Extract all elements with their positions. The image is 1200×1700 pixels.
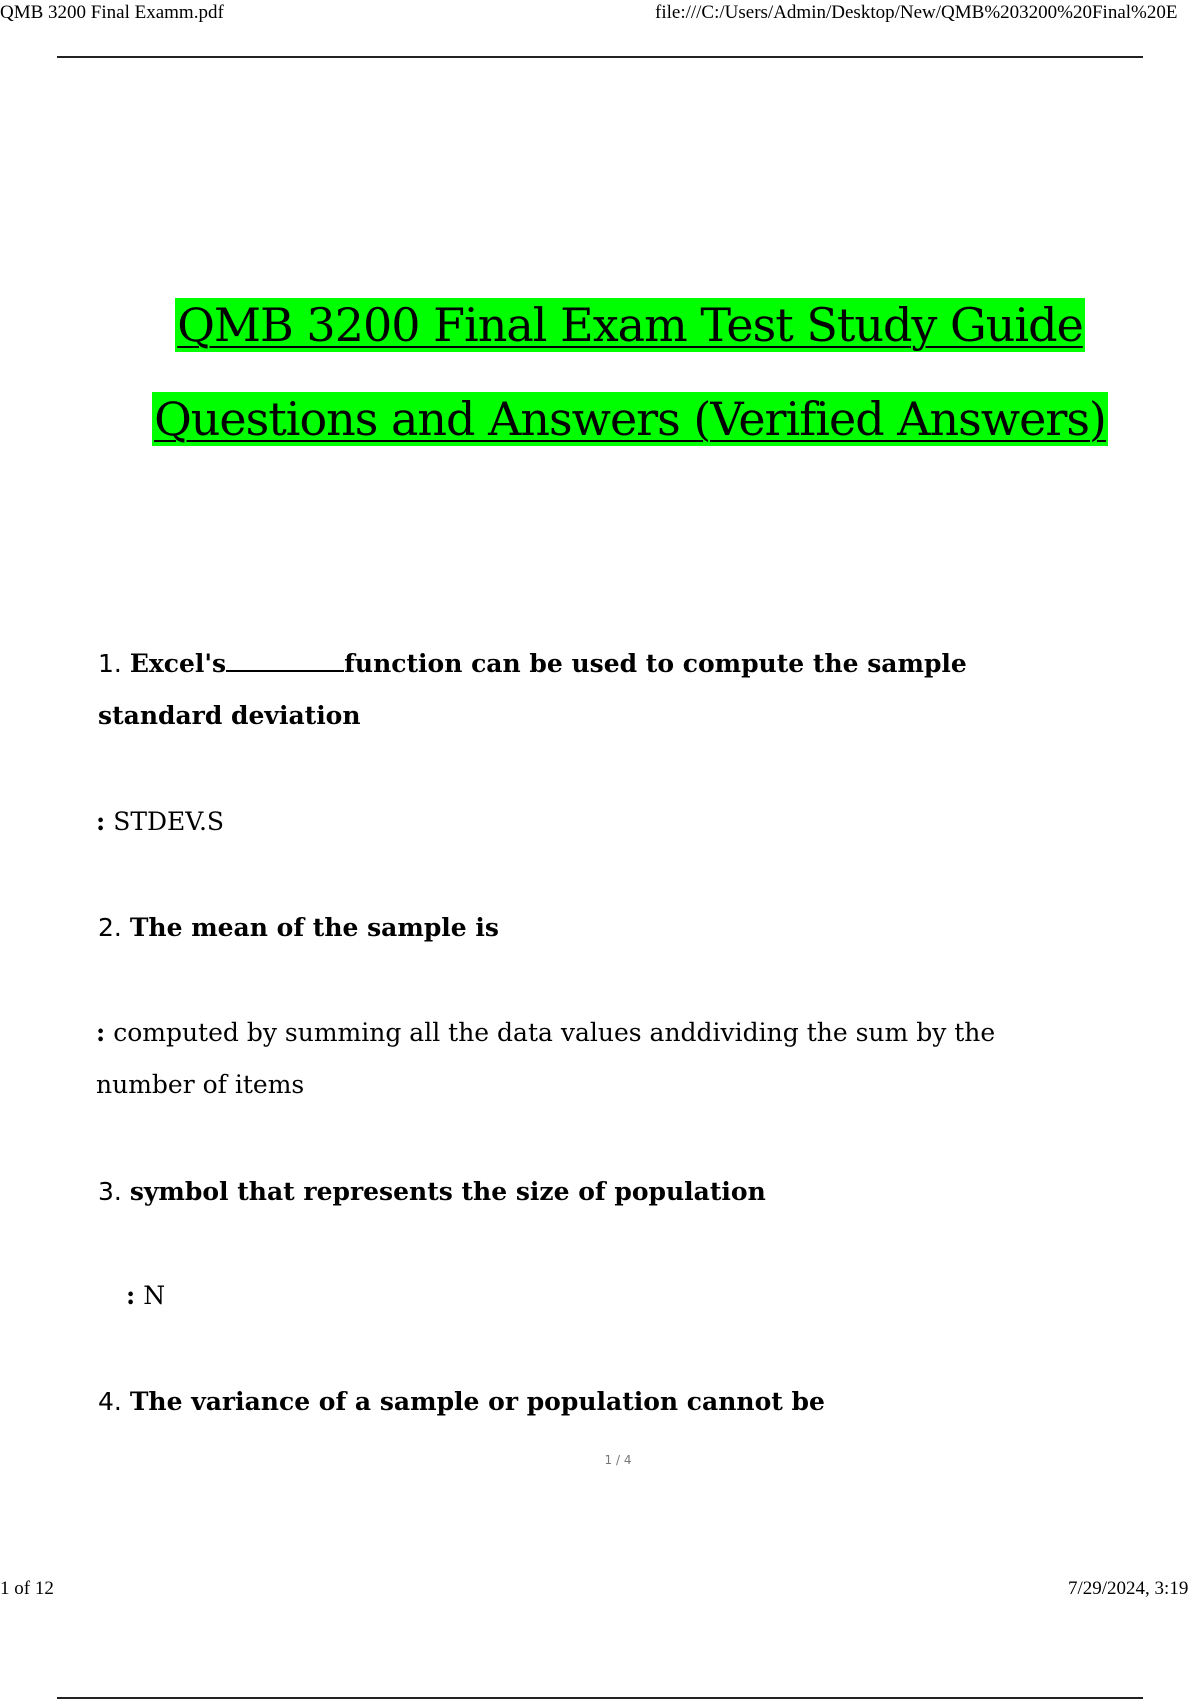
question-number: 4. — [98, 1387, 122, 1416]
answer-1: : STDEV.S — [96, 807, 225, 836]
fill-in-blank — [226, 648, 344, 672]
header-divider — [57, 56, 1143, 58]
print-header-title: QMB 3200 Final Examm.pdf — [0, 2, 224, 23]
print-footer-page: 1 of 12 — [0, 1578, 54, 1599]
question-number: 1. — [98, 649, 122, 678]
question-3 — [98, 1166, 1058, 1218]
page-counter: 1 / 4 — [604, 1453, 632, 1467]
answer-3: : N — [126, 1281, 166, 1310]
answer-text: computed by summing all the data values anddividing the sum by the number of items — [96, 1018, 996, 1099]
question-4 — [98, 1376, 1058, 1428]
question-text: symbol that represents the size of population — [129, 1177, 766, 1206]
footer-divider — [57, 1697, 1143, 1699]
title-line-2: Questions and Answers (Verified Answers) — [154, 392, 1106, 446]
question-text: The variance of a sample or population cannot be — [129, 1387, 825, 1416]
question-number: 2. — [98, 913, 122, 942]
question-2 — [98, 902, 1058, 954]
answer-2: : computed by summing all the data values anddividing the sum by the number of items — [96, 1018, 996, 1099]
print-footer-datetime: 7/29/2024, 3:19 — [1068, 1578, 1189, 1599]
question-1 — [98, 638, 1058, 742]
document-title — [0, 278, 1200, 466]
answer-text: N — [143, 1281, 166, 1310]
question-text-part-1: Excel's — [129, 649, 227, 678]
title-line-1: QMB 3200 Final Exam Test Study Guide — [177, 298, 1083, 352]
question-text: The mean of the sample is — [129, 913, 499, 942]
question-number: 3. — [98, 1177, 122, 1206]
answer-text: STDEV.S — [113, 807, 225, 836]
print-header-url: file:///C:/Users/Admin/Desktop/New/QMB%203200%20Final%20E — [655, 2, 1178, 23]
question-text-part-2: function can be used to compute the sample standard deviation — [98, 649, 967, 730]
